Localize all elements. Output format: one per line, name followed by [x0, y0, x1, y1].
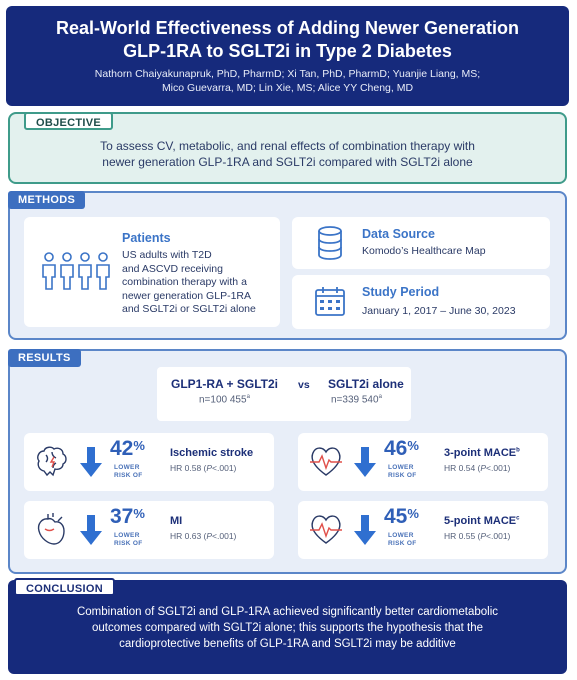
hr-prefix: HR 0.54 (	[444, 463, 481, 473]
title-line-1: Real-World Effectiveness of Adding Newer Generation	[55, 18, 520, 38]
hr-prefix: HR 0.55 (	[444, 531, 481, 541]
outcome-name	[170, 447, 253, 459]
outcome-percent-value: 37	[110, 505, 134, 528]
objective-badge: OBJECTIVE	[24, 112, 113, 130]
outcome-name-text: Ischemic stroke	[170, 447, 254, 459]
down-arrow-icon	[354, 447, 376, 477]
heart-monitor-icon	[308, 511, 344, 547]
lower-label-line-2: RISK OF	[388, 540, 417, 547]
outcome-name	[444, 447, 520, 459]
lower-risk-label	[388, 532, 416, 548]
lower-label-line-2: RISK OF	[388, 472, 417, 479]
group2-n-value: n=339 540	[331, 394, 379, 406]
hazard-ratio	[444, 463, 510, 473]
lower-label-line-1: LOWER	[388, 464, 414, 471]
hazard-ratio	[170, 463, 236, 473]
conclusion-text	[28, 604, 547, 652]
outcome-percent-value: 46	[384, 437, 408, 460]
objective-text	[30, 138, 545, 170]
outcome-percent	[384, 505, 419, 529]
authors-line-1: Nathorn Chaiyakunapruk, PhD, PharmD; Xi Tan, PhD, PharmD; Yuanjie Liang, MS;	[94, 68, 481, 80]
patients-line-3: combination therapy with a	[122, 276, 247, 288]
study-period-card	[292, 275, 550, 329]
outcome-percent-value: 45	[384, 505, 408, 528]
group2-name: SGLT2i alone	[328, 377, 404, 391]
methods-badge: METHODS	[8, 191, 85, 209]
title-banner	[6, 6, 569, 106]
hr-p: P	[480, 531, 487, 541]
group1-n-sup: a	[246, 394, 250, 400]
hr-suffix: <.001)	[212, 531, 237, 541]
down-arrow-icon	[80, 447, 102, 477]
brain-icon	[34, 443, 70, 479]
lower-label-line-1: LOWER	[114, 464, 140, 471]
lower-label-line-2: RISK OF	[114, 472, 143, 479]
group1-n-value: n=100 455	[199, 394, 247, 406]
title-line-2: GLP-1RA to SGLT2i in Type 2 Diabetes	[123, 41, 452, 61]
conclusion-line-2: outcomes compared with SGLT2i alone; this supports the hypothesis that the	[92, 622, 483, 634]
results-section	[8, 349, 567, 574]
hr-p: P	[480, 463, 487, 473]
vs-label: vs	[298, 379, 310, 391]
percent-sign: %	[133, 438, 145, 453]
hr-prefix: HR 0.63 (	[170, 531, 207, 541]
percent-sign: %	[407, 506, 419, 521]
outcome-card-3-point-mace	[298, 433, 548, 491]
heart-icon	[34, 511, 70, 547]
objective-line-2: newer generation GLP-1RA and SGLT2i compared with SGLT2i alone	[102, 155, 473, 169]
lower-label-line-1: LOWER	[114, 532, 140, 539]
outcome-percent	[110, 437, 145, 461]
outcome-name-text: MI	[170, 515, 183, 527]
authors	[6, 67, 569, 95]
outcome-percent	[384, 437, 419, 461]
hazard-ratio	[170, 531, 236, 541]
outcome-card-5-point-mace	[298, 501, 548, 559]
conclusion-badge: CONCLUSION	[14, 578, 115, 596]
hazard-ratio	[444, 531, 510, 541]
database-icon	[316, 225, 344, 261]
outcome-name-text: 3-point MACE	[444, 447, 517, 459]
patients-card	[24, 217, 280, 327]
lower-label-line-2: RISK OF	[114, 540, 143, 547]
conclusion-line-1: Combination of SGLT2i and GLP-1RA achieved significantly better cardiometabolic	[76, 606, 499, 618]
patients-line-1: US adults with T2D	[122, 249, 212, 261]
percent-sign: %	[133, 506, 145, 521]
objective-section	[8, 112, 567, 184]
down-arrow-icon	[354, 515, 376, 545]
hr-suffix: <.001)	[212, 463, 237, 473]
lower-label-line-1: LOWER	[388, 532, 414, 539]
hr-suffix: <.001)	[486, 531, 511, 541]
results-badge: RESULTS	[8, 349, 81, 367]
study-period-text: January 1, 2017 – June 30, 2023	[362, 305, 516, 317]
percent-sign: %	[407, 438, 419, 453]
lower-risk-label	[114, 464, 142, 480]
conclusion-section	[8, 580, 567, 674]
conclusion-line-3: cardioprotective benefits of GLP-1RA and SGLT2i may be additive	[119, 638, 456, 650]
outcome-percent	[110, 505, 145, 529]
data-source-title: Data Source	[362, 227, 435, 241]
patients-line-4: newer generation GLP-1RA	[122, 289, 251, 302]
group2-n-sup: a	[378, 394, 382, 400]
outcome-name-sup: b	[516, 447, 520, 454]
patients-text	[122, 249, 256, 317]
patients-title: Patients	[122, 231, 171, 245]
lower-risk-label	[388, 464, 416, 480]
lower-risk-label	[114, 532, 142, 548]
group2-n	[331, 394, 382, 405]
authors-line-2: Mico Guevarra, MD; Lin Xie, MS; Alice YY Cheng, MD	[161, 82, 414, 94]
outcome-card-mi	[24, 501, 274, 559]
down-arrow-icon	[80, 515, 102, 545]
outcome-percent-value: 42	[110, 437, 134, 460]
hr-p: P	[206, 531, 213, 541]
group1-name: GLP1-RA + SGLT2i	[171, 377, 279, 391]
objective-line-1: To assess CV, metabolic, and renal effects of combination therapy with	[100, 139, 475, 153]
comparison-box	[157, 367, 411, 421]
methods-section	[8, 191, 567, 340]
group1-n	[199, 394, 250, 405]
outcome-name-text: 5-point MACE	[444, 515, 517, 527]
data-source-card	[292, 217, 550, 269]
people-icon	[40, 251, 112, 291]
outcome-name-sup: c	[516, 515, 520, 522]
data-source-text: Komodo’s Healthcare Map	[362, 245, 486, 257]
outcome-name	[170, 515, 182, 527]
hr-prefix: HR 0.58 (	[170, 463, 207, 473]
hr-suffix: <.001)	[486, 463, 511, 473]
outcome-card-ischemic-stroke	[24, 433, 274, 491]
hr-p: P	[206, 463, 213, 473]
patients-line-5: and SGLT2i or SGLT2i alone	[122, 303, 256, 315]
study-period-title: Study Period	[362, 285, 440, 299]
patients-line-2: and ASCVD receiving	[122, 262, 223, 275]
heart-monitor-icon	[308, 443, 344, 479]
calendar-icon	[314, 285, 346, 317]
outcome-name	[444, 515, 519, 527]
